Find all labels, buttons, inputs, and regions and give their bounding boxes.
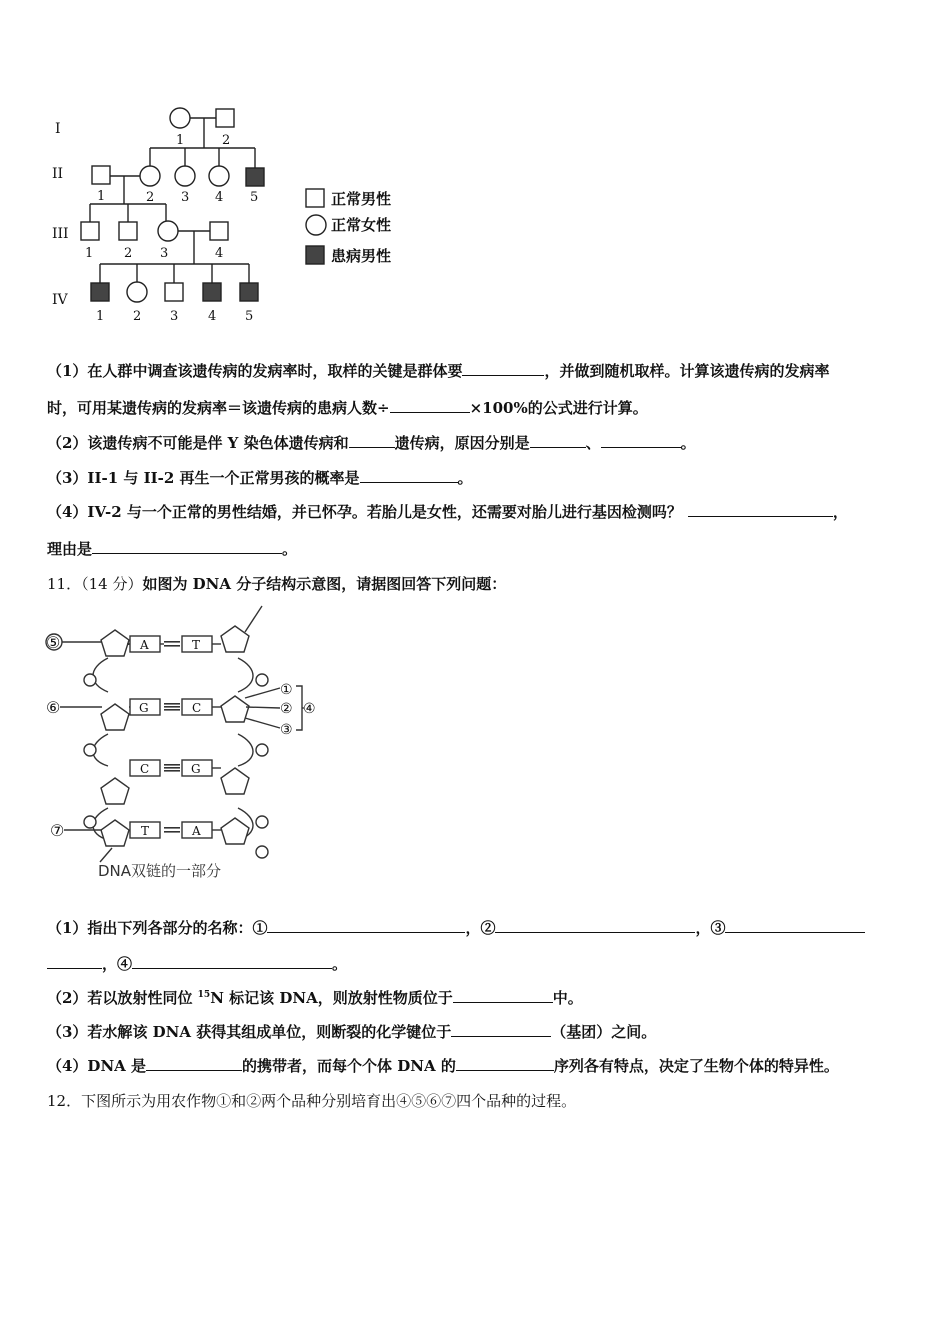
generation-label-III: III — [52, 226, 69, 242]
q11-part1-line2: ，④ 。 — [47, 953, 347, 974]
II4-number: 4 — [215, 190, 224, 205]
q11-blank-3a[interactable] — [725, 918, 865, 933]
dna-base-A-left: A — [140, 638, 149, 652]
II3-number: 3 — [181, 190, 190, 205]
pedigree-IV5-affected-male — [240, 283, 258, 301]
dna-label-6: ⑥ — [46, 698, 61, 717]
q11-blank-8[interactable] — [456, 1056, 554, 1071]
dna-base-T-right: T — [192, 638, 201, 652]
II2-number: 2 — [146, 190, 155, 205]
q11-blank-2[interactable] — [495, 918, 695, 933]
q11-blank-4[interactable] — [132, 954, 332, 969]
q10-part3: （3）II-1 与 II-2 再生一个正常男孩的概率是 。 — [47, 469, 473, 487]
generation-label-I: I — [55, 121, 61, 137]
q11-blank-6[interactable] — [451, 1022, 551, 1037]
q10-part1-line1: （1）在人群中调查该遗传病的发病率时，取样的关键是群体要 ，并做到随机取样。计算该遗传病的发病率 — [47, 362, 830, 380]
legend-normal-female-symbol — [306, 215, 326, 235]
pedigree-I2-male — [216, 109, 234, 127]
I2-number: 2 — [222, 133, 231, 148]
dna-label-2: ② — [280, 701, 293, 717]
pedigree-IV1-affected-male — [91, 283, 109, 301]
q10-part4-line1: （4）IV-2 与一个正常的男性结婚，并已怀孕。若胎儿是女性，还需要对胎儿进行基因检测吗？ ， — [47, 503, 848, 521]
dna-figure-caption: DNA双链的一部分 — [98, 862, 222, 880]
pedigree-III1-male — [81, 222, 99, 240]
q12-heading: 12．下图所示为用农作物①和②两个品种分别培育出④⑤⑥⑦四个品种的过程。 — [47, 1092, 577, 1110]
II5-number: 5 — [250, 190, 259, 205]
q10-part4-line2: 理由是 。 — [47, 540, 298, 558]
q11-part4: （4）DNA 是 的携带者，而每个个体 DNA 的 序列各有特点，决定了生物个体的特异性。 — [47, 1057, 839, 1075]
pedigree-chart — [0, 0, 420, 335]
IV5-number: 5 — [245, 309, 254, 324]
q10-blank-5[interactable] — [601, 433, 681, 448]
q10-part2: （2）该遗传病不可能是伴 Y 染色体遗传病和 遗传病，原因分别是 、 。 — [47, 434, 696, 452]
q11-part2: （2）若以放射性同位 $^{15}$N 标记该 DNA，则放射性物质位于 中。 — [47, 989, 583, 1007]
dna-label-3: ③ — [280, 722, 293, 738]
dna-label-7: ⑦ — [50, 821, 65, 840]
q10-blank-2[interactable] — [390, 398, 470, 413]
I1-number: 1 — [176, 133, 185, 148]
dna-base-G-left: G — [139, 701, 149, 715]
legend-normal-male-label: 正常男性 — [331, 190, 392, 208]
pedigree-II1-male — [92, 166, 110, 184]
IV1-number: 1 — [96, 309, 105, 324]
dna-label-1: ① — [280, 682, 293, 698]
legend-normal-female-label: 正常女性 — [331, 216, 392, 234]
dna-base-C-right: C — [192, 701, 202, 715]
q11-blank-1[interactable] — [267, 918, 465, 933]
q11-blank-7[interactable] — [146, 1056, 242, 1071]
pedigree-IV4-affected-male — [203, 283, 221, 301]
legend-affected-male-label: 患病男性 — [331, 247, 392, 265]
pedigree-II3-female — [175, 166, 195, 186]
III2-number: 2 — [124, 246, 133, 261]
generation-label-IV: IV — [52, 292, 68, 308]
q10-blank-3[interactable] — [349, 433, 395, 448]
q10-blank-7[interactable] — [688, 502, 833, 517]
pedigree-IV2-female — [127, 282, 147, 302]
dna-base-T-left: T — [141, 824, 150, 838]
q11-blank-3b[interactable] — [47, 954, 102, 969]
III4-number: 4 — [215, 246, 224, 261]
pedigree-II2-female — [140, 166, 160, 186]
dna-label-4: ④ — [303, 701, 316, 717]
q10-blank-6[interactable] — [360, 468, 458, 483]
dna-base-G-right: G — [191, 762, 201, 776]
II1-number: 1 — [97, 189, 106, 204]
dna-structure-figure — [40, 600, 340, 890]
q11-blank-5[interactable] — [453, 988, 553, 1003]
III3-number: 3 — [160, 246, 169, 261]
q10-blank-1[interactable] — [462, 361, 544, 376]
IV3-number: 3 — [170, 309, 179, 324]
q10-blank-4[interactable] — [530, 433, 586, 448]
dna-label-5: ⑤ — [46, 633, 61, 652]
q11-heading: 11．（14 分）如图为 DNA 分子结构示意图，请据图回答下列问题： — [47, 575, 507, 593]
generation-label-II: II — [52, 166, 64, 182]
q10-blank-8[interactable] — [92, 539, 282, 554]
q10-part1-line2: 时，可用某遗传病的发病率＝该遗传病的患病人数÷ ×100%的公式进行计算。 — [47, 399, 648, 417]
III1-number: 1 — [85, 246, 94, 261]
pedigree-II5-affected-male — [246, 168, 264, 186]
dna-base-C-left: C — [140, 762, 150, 776]
pedigree-IV3-male — [165, 283, 183, 301]
dna-base-A-right: A — [192, 824, 201, 838]
pedigree-III3-female — [158, 221, 178, 241]
legend-affected-male-symbol — [306, 246, 324, 264]
q11-part3: （3）若水解该 DNA 获得其组成单位，则断裂的化学键位于 （基团）之间。 — [47, 1023, 657, 1041]
pedigree-III2-male — [119, 222, 137, 240]
IV4-number: 4 — [208, 309, 217, 324]
q11-part1-line1: （1）指出下列各部分的名称：① ，② ，③ — [47, 917, 865, 938]
legend-normal-male-symbol — [306, 189, 324, 207]
IV2-number: 2 — [133, 309, 142, 324]
pedigree-III4-male — [210, 222, 228, 240]
pedigree-I1-female — [170, 108, 190, 128]
pedigree-II4-female — [209, 166, 229, 186]
